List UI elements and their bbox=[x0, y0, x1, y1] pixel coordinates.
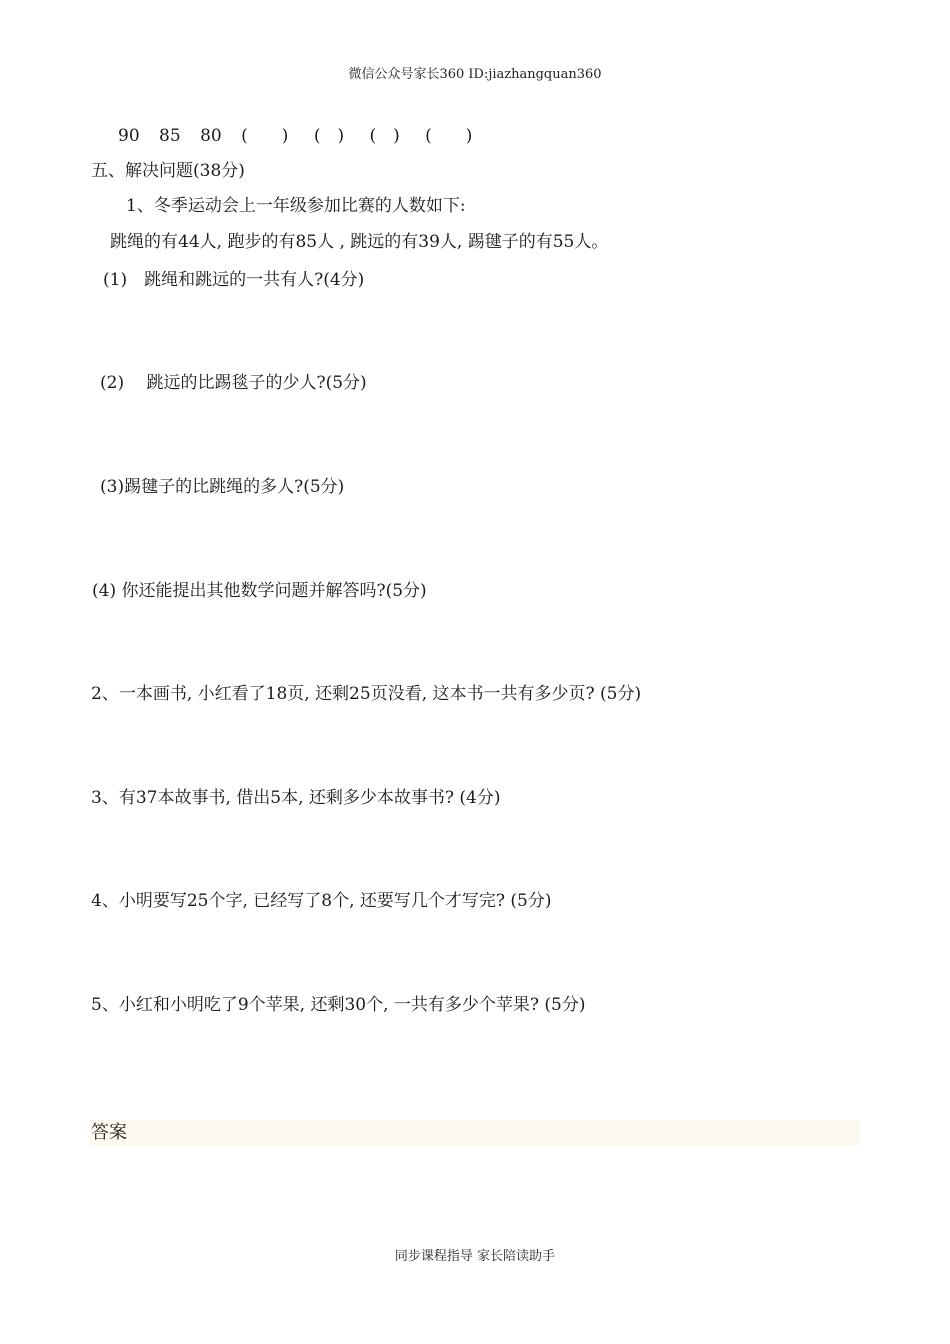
question-1-sub-3: (3)踢毽子的比跳绳的多人?(5分) bbox=[100, 477, 345, 497]
sequence-blank: ( ) bbox=[425, 126, 473, 146]
section-title: 五、解决问题(38分) bbox=[91, 161, 245, 181]
question-1-sub-2: (2) 跳远的比踢毯子的少人?(5分) bbox=[100, 373, 367, 393]
question-5: 5、小红和小明吃了9个苹果, 还剩30个, 一共有多少个苹果? (5分) bbox=[91, 995, 586, 1015]
question-4: 4、小明要写25个字, 已经写了8个, 还要写几个才写完? (5分) bbox=[91, 891, 552, 911]
sequence-value: 80 bbox=[200, 126, 222, 146]
question-3: 3、有37本故事书, 借出5本, 还剩多少本故事书? (4分) bbox=[91, 788, 501, 808]
sequence-value: 85 bbox=[159, 126, 181, 146]
page-footer: 同步课程指导 家长陪读助手 bbox=[394, 1249, 556, 1264]
sequence-blank: ( ) bbox=[369, 126, 400, 146]
question-1-data: 跳绳的有44人, 跑步的有85人 , 跳远的有39人, 踢毽子的有55人。 bbox=[110, 232, 609, 252]
sequence-blank: ( ) bbox=[241, 126, 289, 146]
question-1-intro: 1、冬季运动会上一年级参加比赛的人数如下: bbox=[126, 196, 466, 216]
sequence-value: 90 bbox=[118, 126, 140, 146]
page-header: 微信公众号家长360 ID:jiazhangquan360 bbox=[348, 67, 602, 82]
question-1-sub-4: (4) 你还能提出其他数学问题并解答吗?(5分) bbox=[92, 581, 427, 601]
answer-heading: 答案 bbox=[91, 1122, 127, 1143]
answer-highlight-band bbox=[90, 1120, 860, 1146]
number-sequence bbox=[118, 125, 492, 147]
question-1-sub-1: (1) 跳绳和跳远的一共有人?(4分) bbox=[103, 270, 365, 290]
sequence-blank: ( ) bbox=[313, 126, 345, 146]
question-2: 2、一本画书, 小红看了18页, 还剩25页没看, 这本书一共有多少页? (5分) bbox=[91, 684, 642, 704]
